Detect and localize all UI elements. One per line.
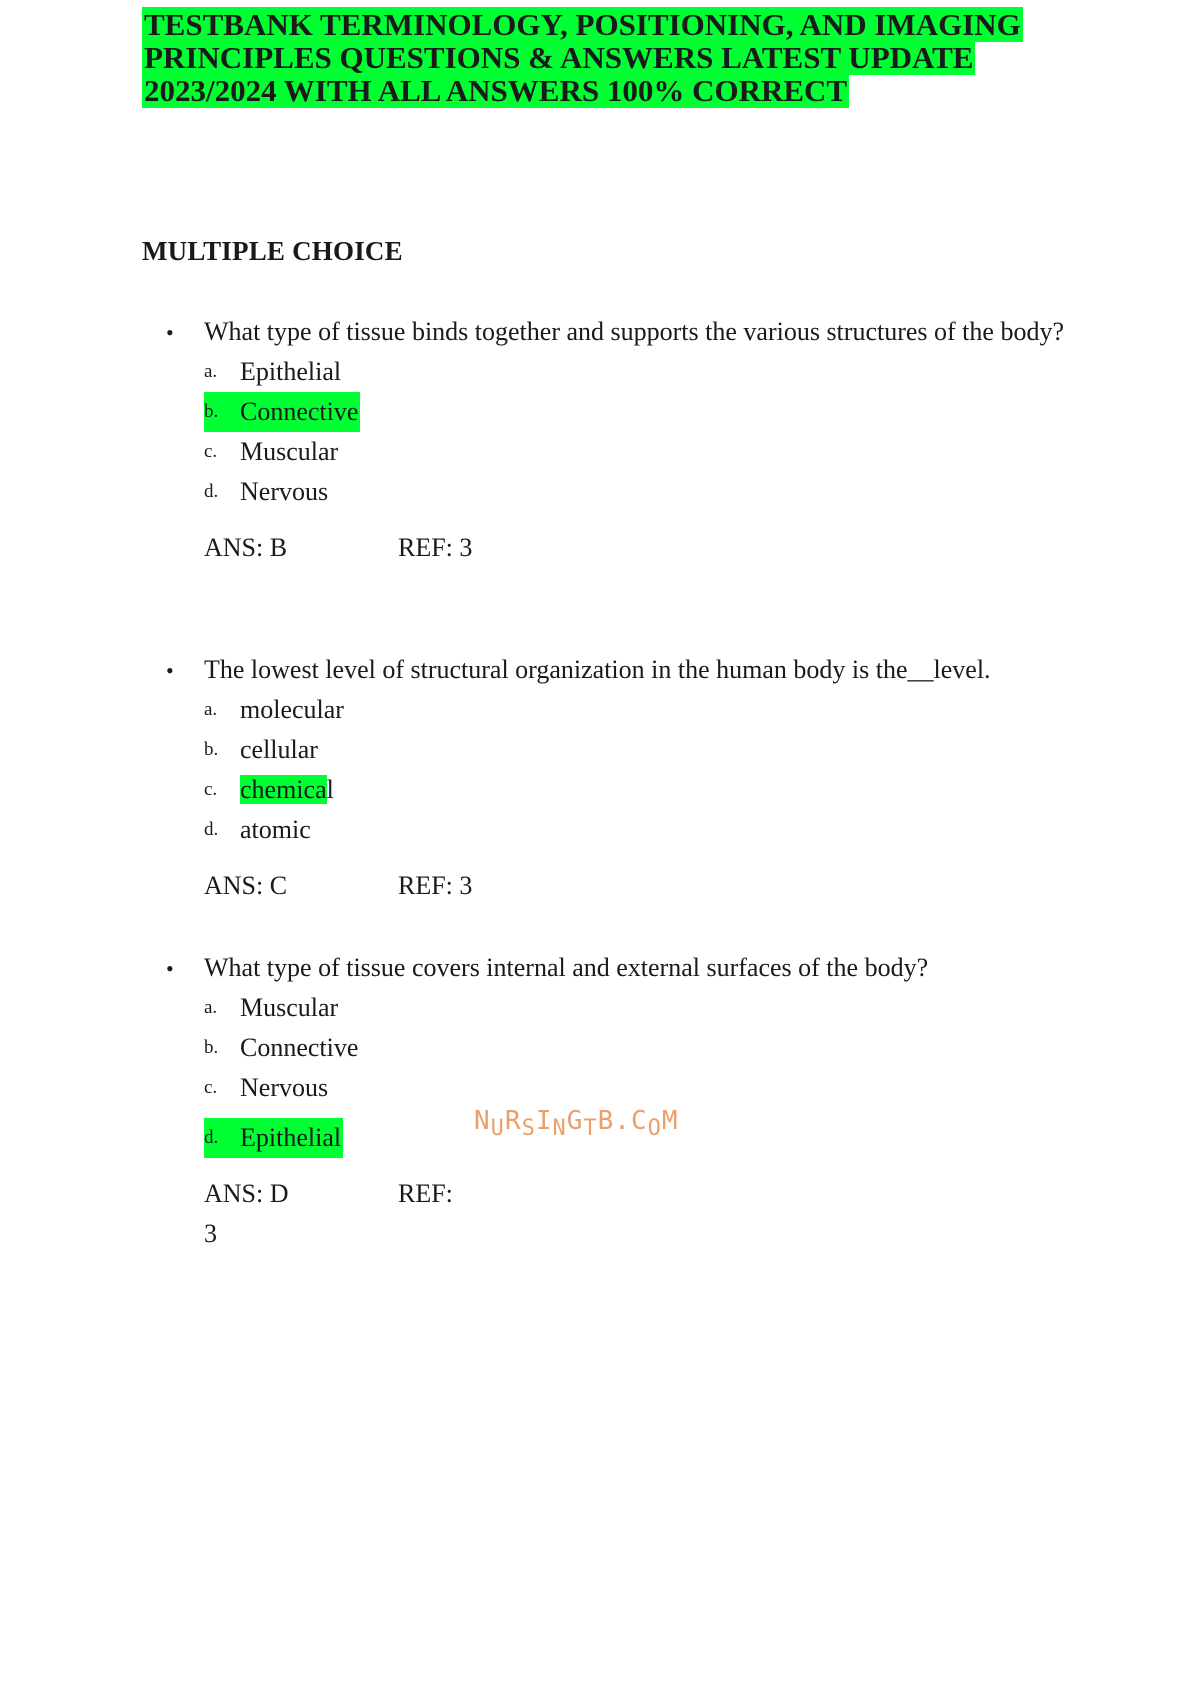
option-text: Epithelial — [240, 1123, 342, 1152]
option-letter: a. — [204, 361, 218, 382]
options-list — [204, 352, 1066, 512]
option-letter: a. — [204, 699, 218, 720]
answer-key: ANS: C — [204, 871, 288, 900]
bullet: • — [166, 658, 174, 683]
question-text: The lowest level of structural organization in the human body is the__level. — [204, 655, 991, 684]
option-a — [204, 690, 1066, 730]
options-list — [204, 690, 1066, 850]
answer-row — [204, 1174, 1066, 1214]
option-letter: d. — [204, 819, 219, 840]
question-1 — [166, 312, 1066, 568]
document-title — [142, 8, 1062, 107]
option-text-highlight: chemica — [240, 775, 327, 804]
option-letter: a. — [204, 997, 218, 1018]
option-letter: c. — [204, 1077, 218, 1098]
option-letter: c. — [204, 441, 218, 462]
reference: REF: 3 — [398, 533, 473, 562]
option-text: Nervous — [240, 477, 329, 506]
option-letter: b. — [204, 401, 219, 422]
bullet: • — [166, 320, 174, 345]
option-c — [204, 432, 1066, 472]
reference: REF: 3 — [398, 871, 473, 900]
option-letter: b. — [204, 1037, 219, 1058]
option-text: molecular — [240, 695, 344, 724]
option-text: Epithelial — [240, 357, 342, 386]
answer-row — [204, 866, 1066, 906]
section-heading: MULTIPLE CHOICE — [142, 236, 403, 266]
option-a — [204, 988, 1066, 1028]
option-c — [204, 1068, 1066, 1108]
option-letter: c. — [204, 779, 218, 800]
option-letter: d. — [204, 481, 219, 502]
option-d — [204, 472, 1066, 512]
option-text: Nervous — [240, 1073, 329, 1102]
option-text — [240, 770, 334, 810]
question-3 — [166, 948, 1066, 1254]
option-a — [204, 352, 1066, 392]
option-c-correct — [204, 770, 1066, 810]
option-d — [204, 810, 1066, 850]
option-text: atomic — [240, 815, 311, 844]
option-b — [204, 730, 1066, 770]
option-text: Connective — [240, 1033, 359, 1062]
answer-row — [204, 528, 1066, 568]
question-2 — [166, 650, 1066, 906]
option-b — [204, 1028, 1066, 1068]
answer-key: ANS: B — [204, 533, 288, 562]
bullet: • — [166, 956, 174, 981]
option-letter: b. — [204, 739, 219, 760]
option-text-rest: l — [326, 775, 334, 804]
option-text: cellular — [240, 735, 318, 764]
option-letter: d. — [204, 1127, 219, 1148]
question-text: What type of tissue binds together and supports the various structures of the body? — [204, 317, 1064, 346]
reference-value: 3 — [204, 1219, 217, 1248]
option-text: Muscular — [240, 437, 339, 466]
reference: REF: — [398, 1179, 453, 1208]
option-text: Muscular — [240, 993, 339, 1022]
option-d-correct — [204, 1118, 343, 1158]
question-text: What type of tissue covers internal and external surfaces of the body? — [204, 953, 929, 982]
watermark-logo: $N_UR_SI_NG_TB.C_OM$ — [474, 1106, 679, 1141]
answer-key: ANS: D — [204, 1179, 289, 1208]
option-b-correct — [204, 392, 360, 432]
title-highlight: TESTBANK TERMINOLOGY, POSITIONING, AND IMAGING PRINCIPLES QUESTIONS & ANSWERS LATEST UPDATE 2023/2024 WITH ALL ANSWERS 100% CORRECT — [144, 7, 1021, 108]
option-text: Connective — [240, 397, 359, 426]
